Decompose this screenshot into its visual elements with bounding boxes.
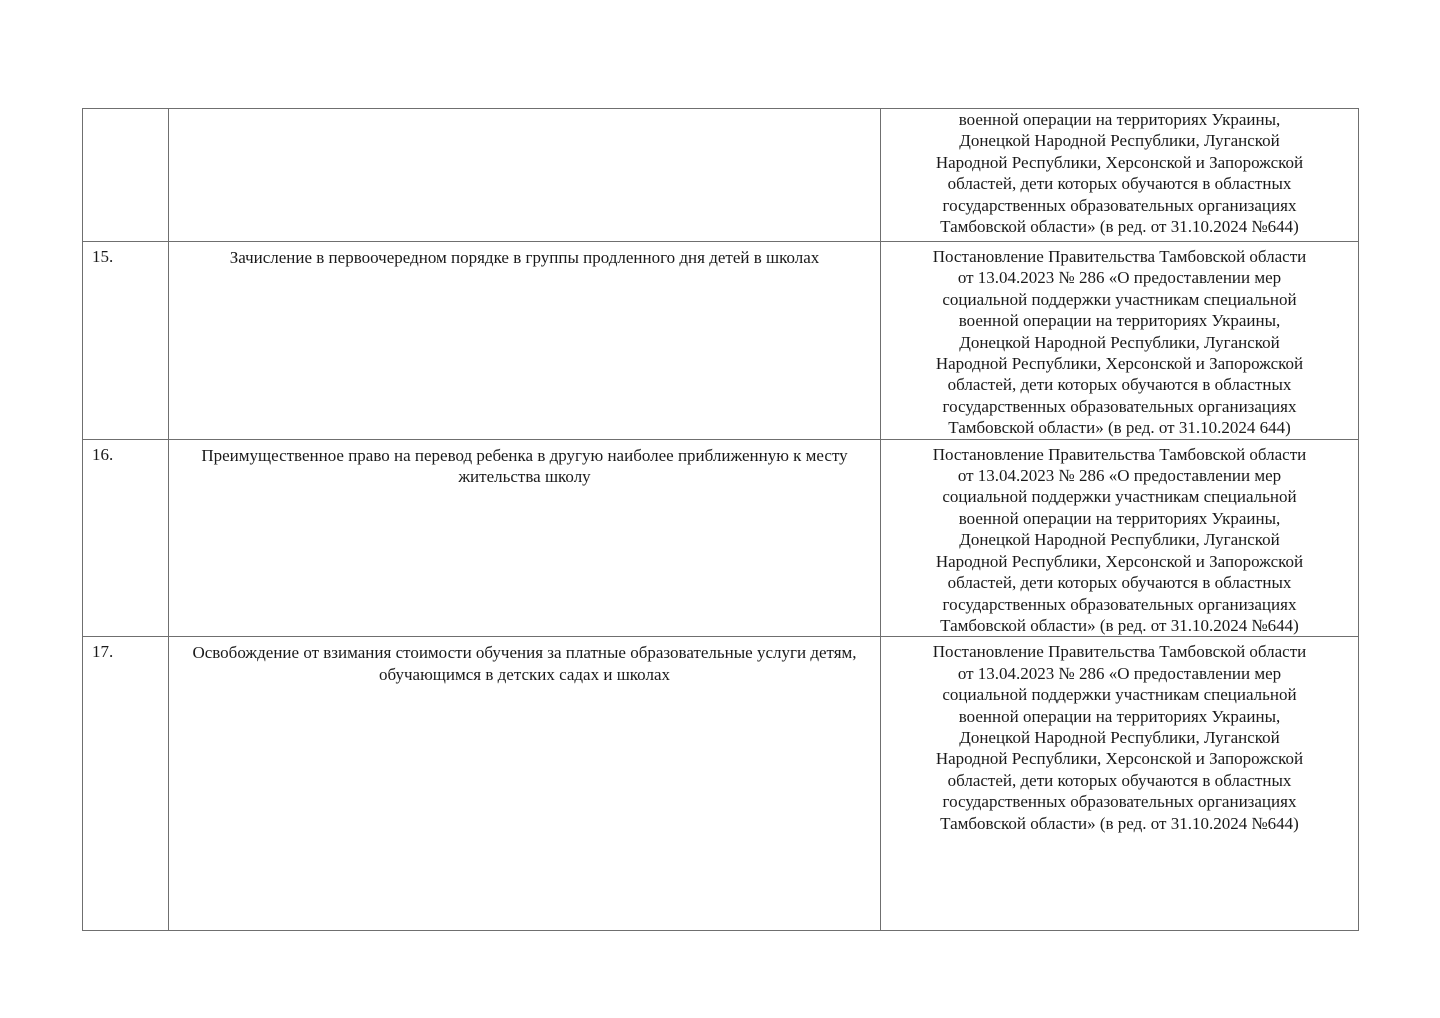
table-row [83, 109, 1359, 242]
legal-basis-line: государственных образовательных организациях [942, 792, 1297, 812]
row-description: Преимущественное право на перевод ребенка в другую наиболее приближенную к месту жительства школу [169, 439, 881, 637]
legal-basis-line: областей, дети которых обучаются в областных [947, 174, 1292, 194]
legal-basis-line: государственных образовательных организациях [942, 195, 1297, 215]
row-legal-basis [881, 242, 1359, 440]
legal-basis-line: Донецкой Народной Республики, Луганской [959, 530, 1280, 550]
legal-basis-line: Постановление Правительства Тамбовской области [932, 444, 1307, 464]
legal-basis-line: Народной Республики, Херсонской и Запорожской [935, 551, 1304, 571]
legal-basis-line: военной операции на территориях Украины, [958, 311, 1281, 331]
table-row [83, 242, 1359, 440]
row-description: Зачисление в первоочередном порядке в группы продленного дня детей в школах [169, 242, 881, 440]
row-number [83, 109, 169, 242]
legal-basis-line: Постановление Правительства Тамбовской области [932, 247, 1307, 266]
row-number: 16. [83, 439, 169, 637]
row-legal-basis [881, 637, 1359, 931]
row-number: 15. [83, 242, 169, 440]
row-number: 17. [83, 637, 169, 931]
table-row [83, 439, 1359, 637]
legal-basis-line: областей, дети которых обучаются в областных [947, 573, 1292, 593]
legal-basis-line: Народной Республики, Херсонской и Запорожской [935, 354, 1304, 374]
legal-basis-line: Донецкой Народной Республики, Луганской [959, 332, 1280, 352]
row-legal-basis [881, 109, 1359, 242]
row-description: Освобождение от взимания стоимости обучения за платные образовательные услуги детям, обучающимся в детских садах и школах [169, 637, 881, 931]
legal-basis-line: Донецкой Народной Республики, Луганской [959, 727, 1280, 747]
legal-basis-line: военной операции на территориях Украины, [958, 110, 1281, 129]
legal-basis-line: социальной поддержки участникам специальной [942, 289, 1297, 309]
legal-basis-line: государственных образовательных организациях [942, 396, 1297, 416]
table-row [83, 637, 1359, 931]
legal-basis-line: государственных образовательных организациях [942, 594, 1297, 614]
legal-basis-line: Постановление Правительства Тамбовской области [932, 642, 1307, 662]
legal-basis-line: Народной Республики, Херсонской и Запорожской [935, 152, 1304, 172]
row-description [169, 109, 881, 242]
row-legal-basis [881, 439, 1359, 637]
legal-basis-line: областей, дети которых обучаются в областных [947, 770, 1292, 790]
legal-basis-line: от 13.04.2023 № 286 «О предоставлении мер [957, 663, 1282, 683]
legal-basis-line: военной операции на территориях Украины, [958, 706, 1281, 726]
measures-table [82, 108, 1359, 931]
legal-basis-line: Тамбовской области» (в ред. от 31.10.2024 №644) [940, 813, 1299, 833]
legal-basis-line: Тамбовской области» (в ред. от 31.10.2024 №644) [940, 217, 1299, 237]
legal-basis-line: от 13.04.2023 № 286 «О предоставлении мер [957, 466, 1282, 486]
legal-basis-line: от 13.04.2023 № 286 «О предоставлении мер [957, 268, 1282, 288]
legal-basis-line: социальной поддержки участникам специальной [942, 487, 1297, 507]
legal-basis-line: областей, дети которых обучаются в областных [947, 375, 1292, 395]
legal-basis-line: Донецкой Народной Республики, Луганской [959, 131, 1280, 151]
legal-basis-line: Народной Республики, Херсонской и Запорожской [935, 749, 1304, 769]
legal-basis-line: Тамбовской области» (в ред. от 31.10.2024 644) [948, 418, 1291, 438]
legal-basis-line: военной операции на территориях Украины, [958, 508, 1281, 528]
legal-basis-line: Тамбовской области» (в ред. от 31.10.2024 №644) [940, 615, 1299, 635]
legal-basis-line: социальной поддержки участникам специальной [942, 685, 1297, 705]
